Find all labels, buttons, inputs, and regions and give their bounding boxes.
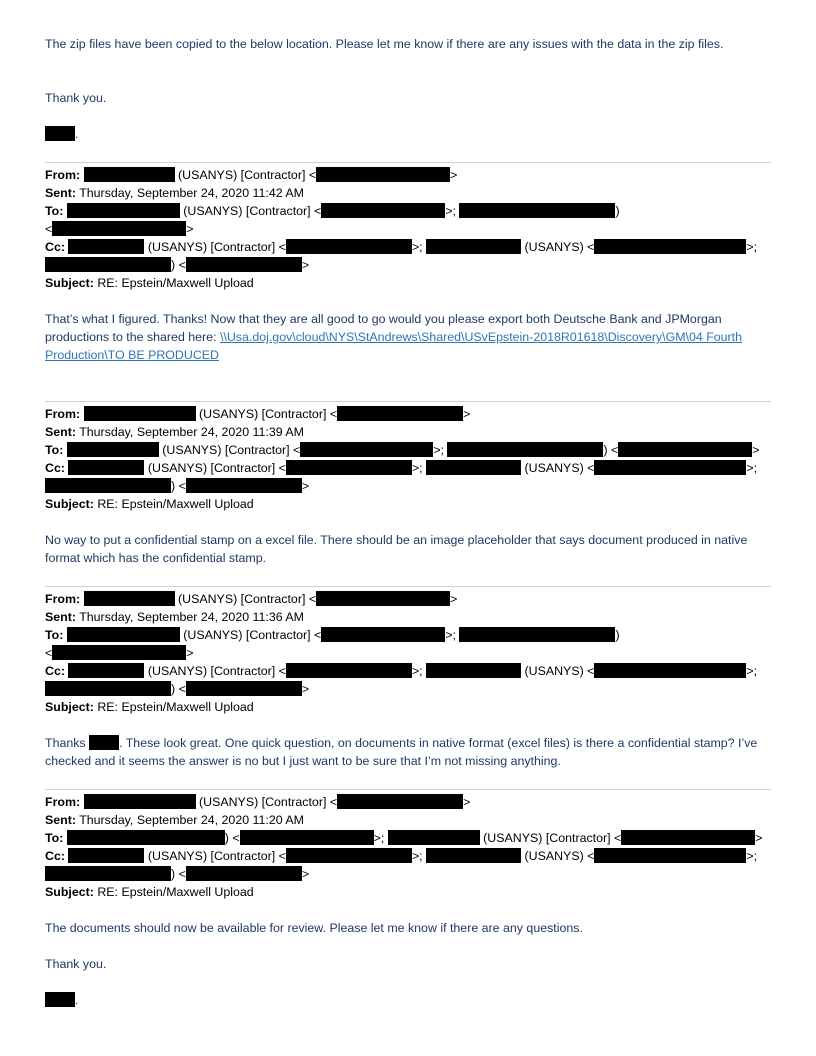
- redaction: [459, 203, 615, 218]
- redaction: [84, 406, 196, 421]
- msg2-to-cont: < >: [45, 222, 194, 236]
- redaction: [45, 866, 171, 881]
- msg2-sent: Sent: Thursday, September 24, 2020 11:42 AM: [45, 186, 304, 200]
- redaction: [84, 167, 175, 182]
- redaction: [594, 663, 746, 678]
- redaction: [594, 239, 746, 254]
- msg5-signature: .: [45, 991, 771, 1009]
- msg5-to: To: ) < >; (USANYS) [Contractor] < >: [45, 831, 763, 845]
- redaction: [186, 478, 302, 493]
- redaction: [321, 627, 445, 642]
- redaction: [186, 681, 302, 696]
- msg5-thanks: Thank you.: [45, 957, 107, 971]
- redaction: [45, 257, 171, 272]
- msg2-from: From: (USANYS) [Contractor] < >: [45, 168, 458, 182]
- redaction: [68, 848, 144, 863]
- msg5-subject: Subject: RE: Epstein/Maxwell Upload: [45, 885, 254, 899]
- redaction: [459, 627, 615, 642]
- redaction: [45, 681, 171, 696]
- redaction: [321, 203, 445, 218]
- msg3-cc: Cc: (USANYS) [Contractor] < >; (USANYS) < >;: [45, 461, 758, 475]
- redaction: [67, 627, 180, 642]
- msg2-subject: Subject: RE: Epstein/Maxwell Upload: [45, 276, 254, 290]
- redaction: [618, 442, 752, 457]
- redaction: [286, 460, 412, 475]
- msg3-body: No way to put a confidential stamp on a excel file. There should be an image placeholder that says document produced in native format which has the confidential stamp.: [45, 533, 748, 565]
- msg4-sent: Sent: Thursday, September 24, 2020 11:36 AM: [45, 610, 304, 624]
- redaction: [67, 203, 180, 218]
- share-path-link[interactable]: \\Usa.doj.gov\cloud\NYS\StAndrews\Shared\USvEpstein-2018R01618\Discovery\GM\04 Fourth Production\TO BE PRODUCED: [45, 330, 743, 362]
- email1-thanks: Thank you.: [45, 91, 107, 105]
- redaction: [45, 992, 75, 1007]
- redaction: [68, 460, 144, 475]
- redaction: [316, 591, 450, 606]
- redaction: [84, 591, 175, 606]
- redaction: [447, 442, 603, 457]
- redaction: [67, 830, 225, 845]
- redaction: [621, 830, 755, 845]
- redaction: [286, 848, 412, 863]
- msg4-to-cont: < >: [45, 646, 194, 660]
- msg4-subject: Subject: RE: Epstein/Maxwell Upload: [45, 700, 254, 714]
- redaction: [594, 460, 746, 475]
- email1-body: The zip files have been copied to the below location. Please let me know if there are any issues with the data in the zip files.: [45, 37, 724, 51]
- redaction: [89, 735, 119, 750]
- redaction: [337, 794, 463, 809]
- msg5-from: From: (USANYS) [Contractor] < >: [45, 795, 471, 809]
- redaction: [240, 830, 374, 845]
- separator: [45, 789, 771, 790]
- redaction: [186, 866, 302, 881]
- msg4-from: From: (USANYS) [Contractor] < >: [45, 592, 458, 606]
- redaction: [594, 848, 746, 863]
- redaction: [45, 478, 171, 493]
- redaction: [45, 126, 75, 141]
- separator: [45, 162, 771, 163]
- redaction: [426, 848, 521, 863]
- redaction: [186, 257, 302, 272]
- redaction: [426, 663, 521, 678]
- redaction: [426, 460, 521, 475]
- msg2-cc-cont: ) < >: [45, 256, 771, 274]
- redaction: [316, 167, 450, 182]
- msg5-sent: Sent: Thursday, September 24, 2020 11:20 AM: [45, 813, 304, 827]
- redaction: [286, 239, 412, 254]
- email1-signature: .: [45, 125, 771, 143]
- redaction: [67, 442, 159, 457]
- msg5-cc: Cc: (USANYS) [Contractor] < >; (USANYS) < >;: [45, 849, 758, 863]
- redaction: [68, 663, 144, 678]
- redaction: [426, 239, 521, 254]
- msg2-body: That’s what I figured. Thanks! Now that they are all good to go would you please export both Deutsche Bank and JPMorgan productions to the shared here: \\Usa.doj.gov\cloud\NYS\StAndrews\Shared\USvEpstein-2018R01618\Discovery\GM\04 Fourth Production\TO BE PRODUCED: [45, 312, 743, 362]
- msg2-to: To: (USANYS) [Contractor] < >; ): [45, 204, 620, 218]
- redaction: [84, 794, 196, 809]
- redaction: [52, 221, 186, 236]
- redaction: [52, 645, 186, 660]
- msg4-cc-cont: ) < >: [45, 680, 771, 698]
- msg3-sent: Sent: Thursday, September 24, 2020 11:39 AM: [45, 425, 304, 439]
- redaction: [286, 663, 412, 678]
- msg4-body: Thanks . These look great. One quick question, on documents in native format (excel files) is there a confidential stamp? I’ve checked and it seems the answer is no but I just want to be sure that I’m not missing anything.: [45, 736, 758, 768]
- msg3-from: From: (USANYS) [Contractor] < >: [45, 407, 471, 421]
- msg3-subject: Subject: RE: Epstein/Maxwell Upload: [45, 497, 254, 511]
- msg5-body: The documents should now be available for review. Please let me know if there are any questions.: [45, 921, 583, 935]
- msg4-cc: Cc: (USANYS) [Contractor] < >; (USANYS) < >;: [45, 664, 758, 678]
- msg4-to: To: (USANYS) [Contractor] < >; ): [45, 628, 620, 642]
- msg3-to: To: (USANYS) [Contractor] < >; ) < >: [45, 443, 760, 457]
- separator: [45, 586, 771, 587]
- separator: [45, 401, 771, 402]
- msg2-cc: Cc: (USANYS) [Contractor] < >; (USANYS) < >;: [45, 240, 758, 254]
- redaction: [68, 239, 144, 254]
- msg3-cc-cont: ) < >: [45, 477, 771, 495]
- redaction: [337, 406, 463, 421]
- msg5-cc-cont: ) < >: [45, 865, 771, 883]
- redaction: [300, 442, 433, 457]
- redaction: [388, 830, 480, 845]
